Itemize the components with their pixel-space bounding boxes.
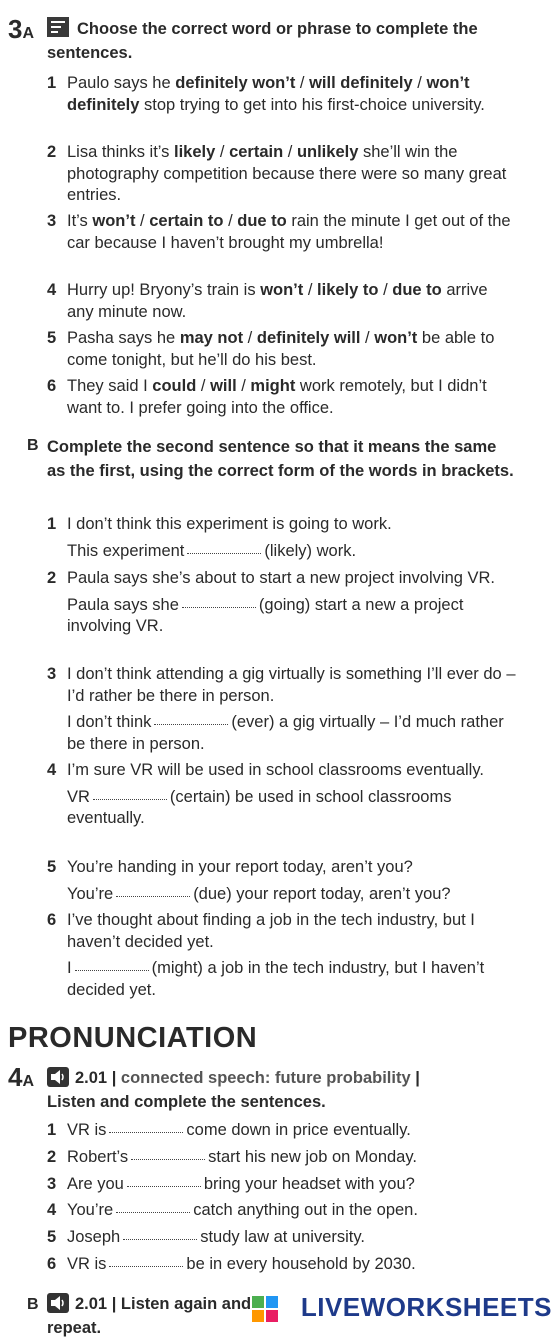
option[interactable]: definitely will — [256, 329, 361, 347]
exercise-4a-item-6: 6 VR is be in every household by 2030. — [47, 1255, 416, 1273]
option[interactable]: will — [210, 377, 237, 395]
answer-gap[interactable] — [131, 1158, 205, 1160]
exercise-3a-instruction: Choose the correct word or phrase to complete the sentences. — [47, 17, 517, 65]
option[interactable]: could — [152, 377, 197, 395]
option[interactable]: likely — [174, 143, 216, 161]
option[interactable]: may not — [179, 329, 244, 347]
answer-gap[interactable] — [182, 606, 256, 608]
liveworksheets-logo: LIVEWORKSHEETS — [300, 1292, 552, 1322]
exercise-4a-instruction: 2.01 | connected speech: future probability | Listen and complete the sentences. — [47, 1069, 420, 1111]
answer-gap[interactable] — [93, 798, 167, 800]
option[interactable]: won’t — [260, 281, 304, 299]
exercise-3a-item-6: 6 They said I could / will / might work remotely, but I didn’t want to. I prefer going into the office. — [47, 377, 487, 417]
exercise-4a-item-5: 5 Joseph study law at university. — [47, 1228, 365, 1246]
option[interactable]: certain — [229, 143, 284, 161]
section-title: PRONUNCIATION — [8, 1022, 258, 1054]
option[interactable]: due to — [237, 212, 287, 230]
option[interactable]: likely to — [317, 281, 379, 299]
exercise-3b-instruction: Complete the second sentence so that it means the same as the first, using the correct form of the words in brackets. — [47, 438, 514, 480]
exercise-3a-item-5: 5 Pasha says he may not / definitely will / won’t be able to come tonight, but he’ll do his best. — [47, 329, 495, 369]
exercise-4b-instruction: 2.01 | Listen again and repeat. — [47, 1295, 252, 1337]
option[interactable]: certain to — [149, 212, 224, 230]
audio-speaker-icon[interactable] — [47, 1067, 69, 1087]
exercise-4b-label: B — [27, 1296, 39, 1313]
option[interactable]: due to — [392, 281, 442, 299]
exercise-4a-item-2: 2 Robert’s start his new job on Monday. — [47, 1148, 417, 1166]
exercise-4a-item-1: 1 VR is come down in price eventually. — [47, 1121, 411, 1139]
exercise-number-3: 3A — [8, 14, 35, 44]
exercise-number-4: 4A — [8, 1062, 35, 1092]
option[interactable]: unlikely — [296, 143, 359, 161]
answer-gap[interactable] — [109, 1265, 183, 1267]
answer-gap[interactable] — [116, 895, 190, 897]
exercise-3b-item-2: 2 Paula says she’s about to start a new project involving VR. Paula says she (going) start a new a project involving VR. — [47, 569, 496, 635]
option[interactable]: won’t — [374, 329, 418, 347]
option[interactable]: won’t definitely — [67, 74, 470, 114]
exercise-3b-item-5: 5 You’re handing in your report today, aren’t you? You’re (due) your report today, aren’t you? — [47, 858, 451, 903]
answer-gap[interactable] — [123, 1238, 197, 1240]
option[interactable]: might — [250, 377, 296, 395]
liveworksheets-logo-icon — [252, 1296, 278, 1322]
exercise-4a-item-3: 3 Are you bring your headset with you? — [47, 1175, 415, 1193]
exercise-3b-item-6: 6 I’ve thought about finding a job in the tech industry, but I haven’t decided yet. I (might) a job in the tech industry, but I haven’t decided yet. — [47, 911, 485, 999]
audio-speaker-icon[interactable] — [47, 1293, 69, 1313]
option[interactable]: will definitely — [309, 74, 413, 92]
exercise-3b-item-1: 1 I don’t think this experiment is going to work. This experiment (likely) work. — [47, 515, 392, 560]
answer-gap[interactable] — [187, 552, 261, 554]
exercise-4a-item-4: 4 You’re catch anything out in the open. — [47, 1201, 418, 1219]
answer-gap[interactable] — [154, 723, 228, 725]
exercise-3b-label: B — [27, 437, 39, 454]
exercise-3b-item-4: 4 I’m sure VR will be used in school classrooms eventually. VR (certain) be used in school classrooms eventually. — [47, 761, 484, 827]
exercise-3a-item-3: 3 It’s won’t / certain to / due to rain the minute I get out of the car because I haven’t brought my umbrella! — [47, 212, 511, 252]
answer-gap[interactable] — [75, 969, 149, 971]
answer-gap[interactable] — [127, 1185, 201, 1187]
answer-gap[interactable] — [109, 1131, 183, 1133]
answer-gap[interactable] — [116, 1211, 190, 1213]
worksheet-icon — [47, 17, 69, 37]
exercise-3a-item-1: 1 Paulo says he definitely won’t / will definitely / won’t definitely stop trying to get into his first-choice university. — [47, 74, 485, 114]
exercise-3a-item-4: 4 Hurry up! Bryony’s train is won’t / likely to / due to arrive any minute now. — [47, 281, 488, 321]
exercise-3b-item-3: 3 I don’t think attending a gig virtually is something I’ll ever do – I’d rather be there in person. I don’t think (ever) a gig virtually – I’d much rather be there in person. — [47, 665, 516, 753]
option[interactable]: won’t — [92, 212, 136, 230]
exercise-3a-item-2: 2 Lisa thinks it’s likely / certain / unlikely she’ll win the photography competition because there were so many great entries. — [47, 143, 507, 204]
option[interactable]: definitely won’t — [175, 74, 296, 92]
